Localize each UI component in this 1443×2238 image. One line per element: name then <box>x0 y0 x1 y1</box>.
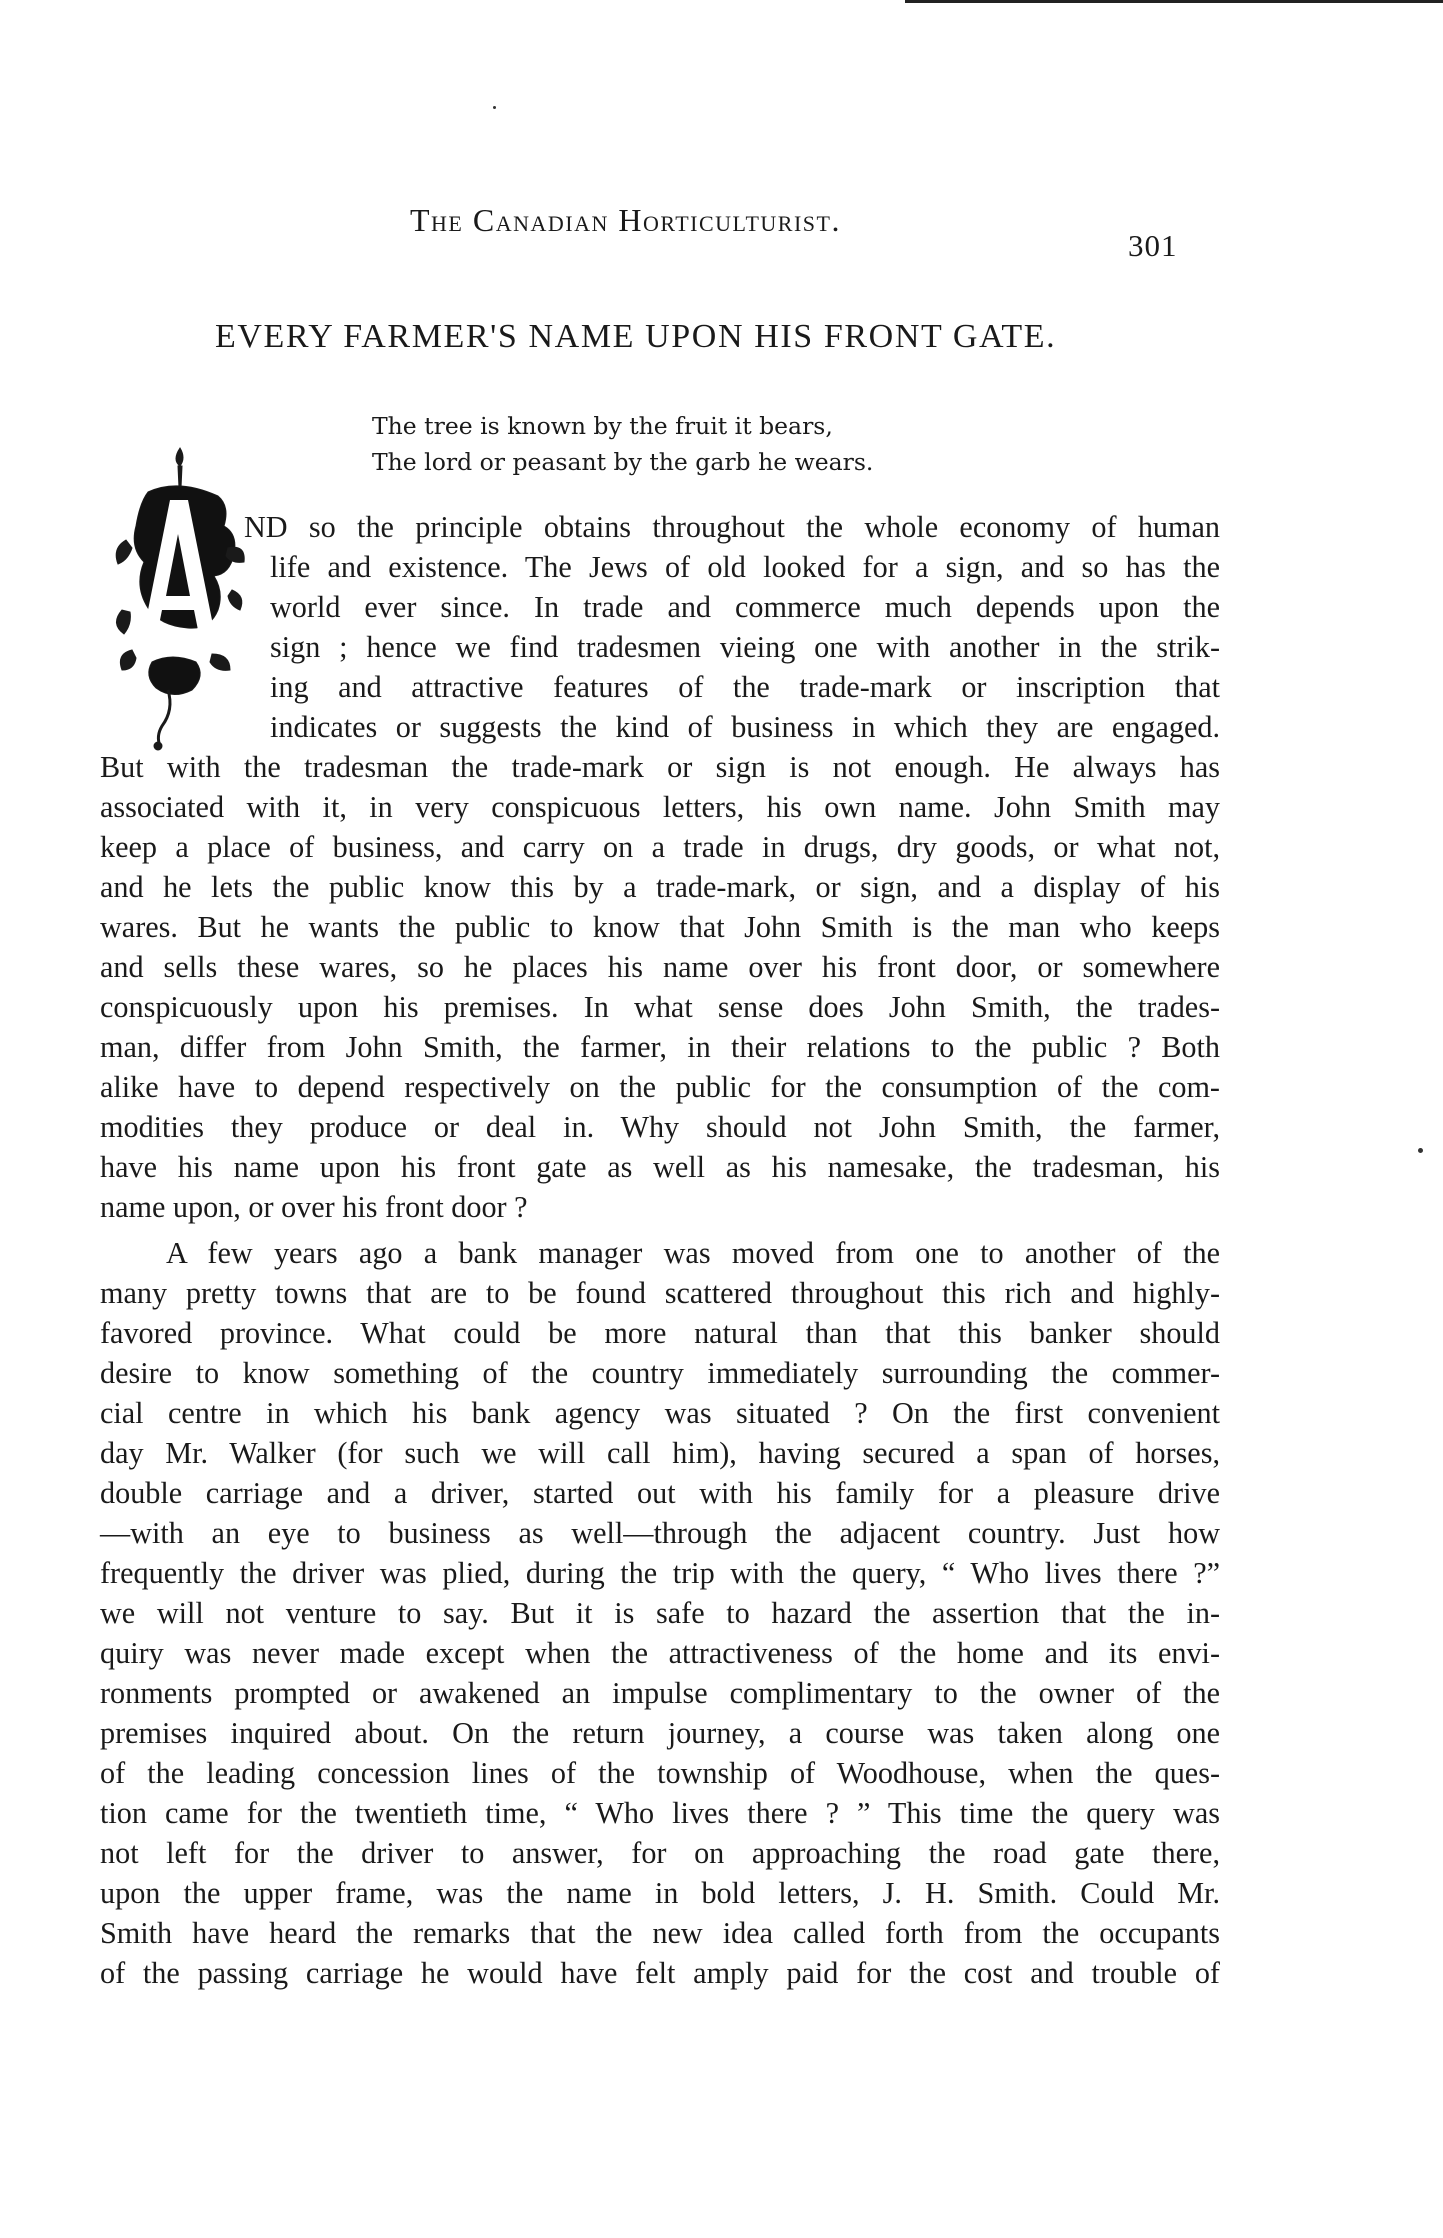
text-line: double carriage and a driver, started out with his family for a pleasure drive <box>100 1476 1220 1510</box>
text-line: day Mr. Walker (for such we will call him), having secured a span of horses, <box>100 1436 1220 1470</box>
epigraph-line: The tree is known by the fruit it bears, <box>372 412 833 440</box>
text-line: wares. But he wants the public to know that John Smith is the man who keeps <box>100 910 1220 944</box>
text-line: life and existence. The Jews of old looked for a sign, and so has the <box>270 550 1220 584</box>
top-edge-rule <box>905 0 1443 3</box>
text-line: conspicuously upon his premises. In what sense does John Smith, the trades- <box>100 990 1220 1024</box>
text-line: quiry was never made except when the attractiveness of the home and its envi- <box>100 1636 1220 1670</box>
text-line: indicates or suggests the kind of business in which they are engaged. <box>270 710 1220 744</box>
text-line: premises inquired about. On the return journey, a course was taken along one <box>100 1716 1220 1750</box>
ornamental-drop-cap <box>108 440 248 758</box>
text-line: upon the upper frame, was the name in bold letters, J. H. Smith. Could Mr. <box>100 1876 1220 1910</box>
text-line: not left for the driver to answer, for on approaching the road gate there, <box>100 1836 1220 1870</box>
text-line: man, differ from John Smith, the farmer, in their relations to the public ? Both <box>100 1030 1220 1064</box>
text-line: many pretty towns that are to be found scattered throughout this rich and highly- <box>100 1276 1220 1310</box>
epigraph <box>372 408 873 480</box>
article-title: EVERY FARMER'S NAME UPON HIS FRONT GATE. <box>215 318 1057 355</box>
text-line: favored province. What could be more natural than that this banker should <box>100 1316 1220 1350</box>
text-line: keep a place of business, and carry on a trade in drugs, dry goods, or what not, <box>100 830 1220 864</box>
text-line: have his name upon his front gate as well as his namesake, the tradesman, his <box>100 1150 1220 1184</box>
text-line: ing and attractive features of the trade-mark or inscription that <box>270 670 1220 704</box>
text-line: tion came for the twentieth time, “ Who lives there ? ” This time the query was <box>100 1796 1220 1830</box>
running-head: The Canadian Horticulturist. <box>410 202 841 238</box>
text-line: of the leading concession lines of the township of Woodhouse, when the ques- <box>100 1756 1220 1790</box>
text-line: we will not venture to say. But it is safe to hazard the assertion that the in- <box>100 1596 1220 1630</box>
text-line: alike have to depend respectively on the public for the consumption of the com- <box>100 1070 1220 1104</box>
text-line: A few years ago a bank manager was moved from one to another of the <box>166 1236 1220 1270</box>
text-line: Smith have heard the remarks that the new idea called forth from the occupants <box>100 1916 1220 1950</box>
text-line: sign ; hence we find tradesmen vieing one with another in the strik- <box>270 630 1220 664</box>
text-line: name upon, or over his front door ? <box>100 1190 528 1224</box>
text-line: ND so the principle obtains throughout the whole economy of human <box>244 510 1220 544</box>
text-line: world ever since. In trade and commerce much depends upon the <box>270 590 1220 624</box>
text-line: and he lets the public know this by a trade-mark, or sign, and a display of his <box>100 870 1220 904</box>
speck-mark <box>493 106 496 109</box>
text-line: ronments prompted or awakened an impulse complimentary to the owner of the <box>100 1676 1220 1710</box>
text-line: desire to know something of the country immediately surrounding the commer- <box>100 1356 1220 1390</box>
text-line: cial centre in which his bank agency was situated ? On the first convenient <box>100 1396 1220 1430</box>
text-line: associated with it, in very conspicuous letters, his own name. John Smith may <box>100 790 1220 824</box>
text-line: of the passing carriage he would have felt amply paid for the cost and trouble of <box>100 1956 1220 1990</box>
page-number: 301 <box>1128 228 1178 263</box>
text-line: —with an eye to business as well—through the adjacent country. Just how <box>100 1516 1220 1550</box>
text-line: frequently the driver was plied, during the trip with the query, “ Who lives there ?” <box>100 1556 1220 1590</box>
text-line: But with the tradesman the trade-mark or sign is not enough. He always has <box>100 750 1220 784</box>
text-line: modities they produce or deal in. Why should not John Smith, the farmer, <box>100 1110 1220 1144</box>
epigraph-line: The lord or peasant by the garb he wears. <box>372 448 874 476</box>
speck-mark <box>1418 1148 1423 1153</box>
text-line: and sells these wares, so he places his name over his front door, or somewhere <box>100 950 1220 984</box>
